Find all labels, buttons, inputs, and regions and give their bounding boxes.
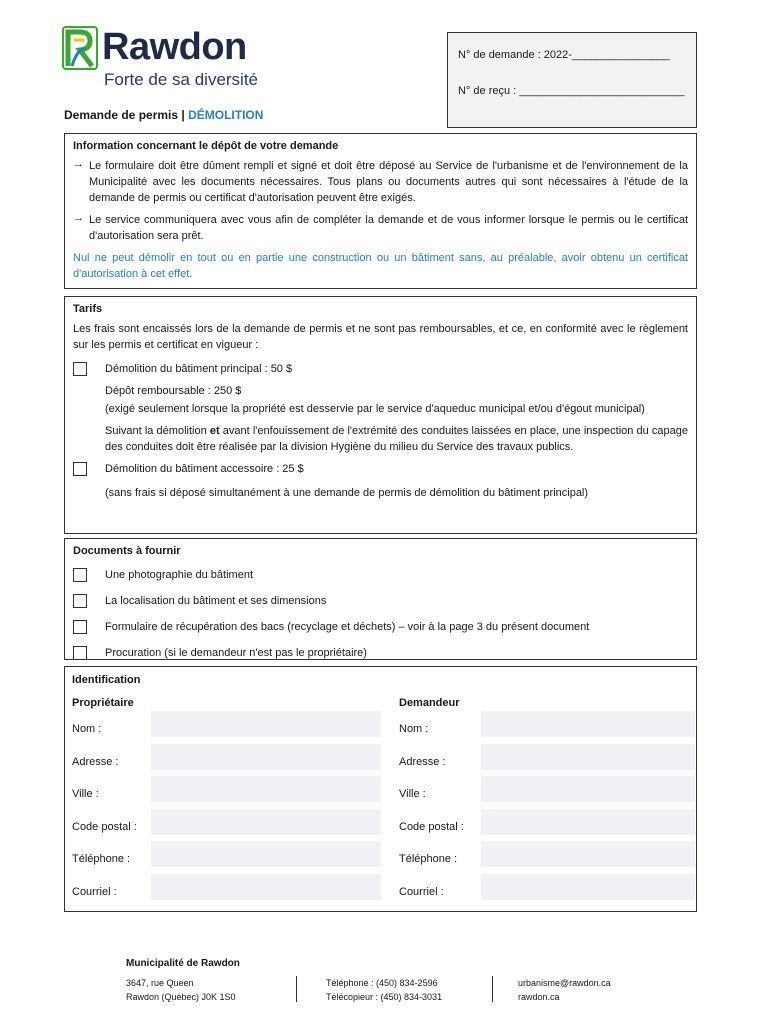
applicant-field-label: Courriel : bbox=[399, 885, 444, 898]
document-item-label: Formulaire de récupération des bacs (recyclage et déchets) – voir à la page 3 du présent document bbox=[105, 621, 590, 633]
identification-section bbox=[64, 666, 697, 912]
accessory-note: (sans frais si déposé simultanément à une demande de permis de démolition du bâtiment principal) bbox=[105, 487, 589, 499]
info-bullet-text: Le service communiquera avec vous afin de compléter la demande et de vous informer lorsque le permis ou le certificat d'autorisation sera prêt. bbox=[89, 214, 688, 242]
info-bullet-text: Le formulaire doit être dûment rempli et signé et doit être déposé au Service de l'urbanisme et de l'environnement de la Municipalité avec les documents nécessaires. Tous plans ou documents autres qui sont nécessaires à l'étude de la demande de permis ou certificat d'autorisation peuvent être exigés. bbox=[89, 160, 688, 204]
owner-field-label: Ville : bbox=[72, 788, 99, 800]
applicant-field-label: Code postal : bbox=[399, 820, 464, 833]
footer-address bbox=[126, 976, 236, 1004]
main-building-checkbox[interactable] bbox=[73, 362, 87, 376]
footer-email-link[interactable]: urbanisme@rawdon.ca bbox=[518, 978, 611, 988]
owner-field-input[interactable] bbox=[151, 711, 381, 737]
identification-section-title: Identification bbox=[72, 674, 141, 686]
form-title-prefix: Demande de permis | bbox=[64, 108, 189, 122]
document-item bbox=[73, 645, 688, 661]
tarifs-section bbox=[64, 296, 697, 534]
applicant-field-input[interactable] bbox=[481, 776, 695, 802]
tarif-option-main-label: Démolition du bâtiment principal : 50 $ bbox=[105, 363, 293, 375]
accessory-building-checkbox[interactable] bbox=[73, 462, 87, 476]
tarif-option-accessory bbox=[73, 461, 688, 477]
document-checkbox[interactable] bbox=[73, 620, 87, 634]
owner-field-input[interactable] bbox=[151, 744, 381, 770]
applicant-heading: Demandeur bbox=[399, 697, 460, 709]
tarif-option-main bbox=[73, 361, 688, 377]
form-title bbox=[64, 108, 263, 122]
documents-section bbox=[64, 538, 697, 660]
footer-fax: Télécopieur : (450) 834-3031 bbox=[326, 992, 443, 1002]
document-item-label: Procuration (si le demandeur n'est pas le propriétaire) bbox=[105, 647, 367, 659]
footer-org-name: Municipalité de Rawdon bbox=[126, 958, 240, 969]
footer-address-line1: 3647, rue Queen bbox=[126, 978, 194, 988]
owner-field-label: Nom : bbox=[72, 723, 102, 735]
documents-section-title: Documents à fournir bbox=[73, 545, 181, 557]
info-section bbox=[64, 133, 697, 289]
inspection-note: Suivant la démolition et avant l'enfouissement de l'extrémité des conduites laissées en place, une inspection du capage des conduites doit être réalisée par la division Hygiène du milieu du Service des travaux publics. bbox=[105, 425, 688, 453]
deposit-label: Dépôt remboursable : 250 $ bbox=[105, 385, 242, 397]
footer-web bbox=[518, 976, 611, 1004]
document-item-label: La localisation du bâtiment et ses dimensions bbox=[105, 595, 327, 607]
applicant-field-input[interactable] bbox=[481, 744, 695, 770]
owner-heading: Propriétaire bbox=[72, 697, 134, 709]
demolition-notice: Nul ne peut démolir en tout ou en partie une construction ou un bâtiment sans, au préalable, avoir obtenu un certificat d'autorisation à cet effet. bbox=[73, 252, 688, 280]
applicant-field-input[interactable] bbox=[481, 711, 695, 737]
receipt-number-field[interactable]: N° de reçu : ___________________________ bbox=[458, 85, 685, 97]
footer-divider bbox=[296, 976, 297, 1002]
owner-field-label: Téléphone : bbox=[72, 853, 131, 865]
logo-tagline: Forte de sa diversité bbox=[104, 70, 259, 89]
info-bullet bbox=[73, 158, 688, 206]
document-item bbox=[73, 619, 688, 635]
reference-box bbox=[447, 32, 697, 128]
rawdon-emblem-icon bbox=[62, 26, 98, 70]
tarif-option-accessory-label: Démolition du bâtiment accessoire : 25 $ bbox=[105, 463, 304, 475]
owner-field-label: Code postal : bbox=[72, 820, 137, 833]
info-section-title: Information concernant le dépôt de votre demande bbox=[73, 140, 339, 152]
document-checkbox[interactable] bbox=[73, 568, 87, 582]
document-checkbox[interactable] bbox=[73, 646, 87, 660]
request-number-field[interactable]: N° de demande : 2022-________________ bbox=[458, 49, 670, 61]
document-item bbox=[73, 593, 688, 609]
owner-field-input[interactable] bbox=[151, 776, 381, 802]
deposit-row bbox=[73, 383, 688, 399]
document-checkbox[interactable] bbox=[73, 594, 87, 608]
tarifs-section-title: Tarifs bbox=[73, 303, 103, 315]
deposit-note-row bbox=[73, 401, 688, 417]
footer-website-link[interactable]: rawdon.ca bbox=[518, 992, 560, 1002]
info-bullet bbox=[73, 212, 688, 244]
document-item bbox=[73, 567, 688, 583]
owner-field-label: Adresse : bbox=[72, 755, 119, 768]
logo-name: Rawdon bbox=[102, 26, 247, 68]
applicant-field-label: Nom : bbox=[399, 723, 429, 735]
footer-address-line2: Rawdon (Québec) J0K 1S0 bbox=[126, 992, 236, 1002]
owner-field-input[interactable] bbox=[151, 841, 381, 867]
arrow-right-icon: → bbox=[73, 212, 84, 224]
owner-field-input[interactable] bbox=[151, 809, 381, 835]
footer-contact bbox=[326, 976, 442, 1004]
accessory-note-row bbox=[73, 485, 688, 501]
footer-divider bbox=[492, 976, 493, 1002]
applicant-field-input[interactable] bbox=[481, 809, 695, 835]
form-title-accent: DÉMOLITION bbox=[188, 108, 264, 122]
rawdon-logo bbox=[62, 26, 262, 92]
owner-field-input[interactable] bbox=[151, 874, 381, 900]
inspection-row bbox=[73, 423, 688, 455]
owner-field-label: Courriel : bbox=[72, 885, 117, 898]
tarifs-intro: Les frais sont encaissés lors de la demande de permis et ne sont pas remboursables, et ce, en conformité avec le règlement sur les permis et certificat en vigueur : bbox=[73, 323, 688, 351]
deposit-note: (exigé seulement lorsque la propriété est desservie par le service d'aqueduc municipal et/ou d'égout municipal) bbox=[105, 403, 645, 415]
applicant-field-input[interactable] bbox=[481, 874, 695, 900]
arrow-right-icon: → bbox=[73, 158, 84, 170]
document-item-label: Une photographie du bâtiment bbox=[105, 569, 253, 581]
footer-phone: Téléphone : (450) 834-2596 bbox=[326, 978, 438, 988]
applicant-field-input[interactable] bbox=[481, 841, 695, 867]
applicant-field-label: Ville : bbox=[399, 788, 426, 800]
applicant-field-label: Téléphone : bbox=[399, 853, 458, 865]
applicant-field-label: Adresse : bbox=[399, 755, 446, 768]
